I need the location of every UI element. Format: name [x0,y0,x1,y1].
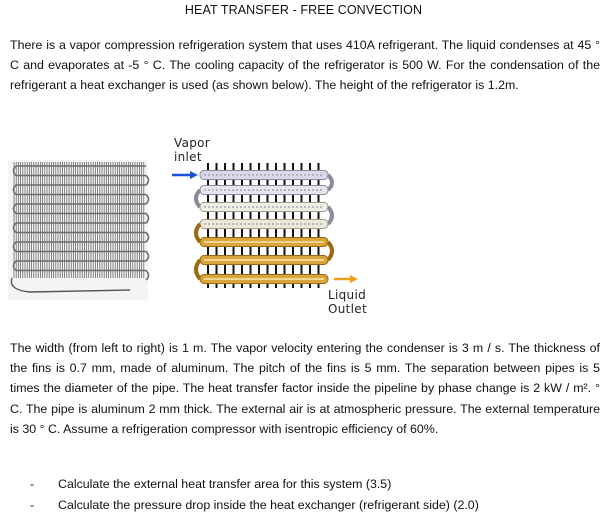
liquid-outlet-label: Liquid Outlet [328,288,367,316]
task-text: Calculate the external heat transfer area for this system (3.5) [58,477,392,491]
task-list [30,474,600,516]
task-text: Calculate the pressure drop inside the heat exchanger (refrigerant side) (2.0) [58,498,479,512]
condenser-figure [0,130,607,330]
task-item [30,474,600,495]
vapor-inlet-label: Vapor inlet [174,136,211,164]
document-title: HEAT TRANSFER - FREE CONVECTION [184,3,423,17]
intro-paragraph: There is a vapor compression refrigeration system that uses 410A refrigerant. The liquid condenses at 45 ° C and evaporates at -5 ° C. The cooling capacity of the refrigerator is 500 W. For the condensation of the refrigerant a heat exchanger is used (as shown below). The height of the refrigerator is 1.2m. [10,38,600,93]
condenser-coil-photo [8,160,149,300]
condenser-schematic [172,163,358,288]
task-bullet: - [30,498,35,512]
task-bullet: - [30,477,35,491]
task-item [30,495,600,516]
liquid-outlet-arrow [334,275,358,283]
vapor-inlet-arrow [172,171,198,179]
details-paragraph: The width (from left to right) is 1 m. The vapor velocity entering the condenser is 3 m / s. The thickness of the fins is 0.7 mm, made of aluminum. The pitch of the fins is 5 mm. The separation between pipes is 5 times the diameter of the pipe. The heat transfer factor inside the pipeline by phase change is 2 kW / m². ° C. The pipe is aluminum 2 mm thick. The external air is at atmospheric pressure. The external temperature is 30 ° C. Assume a refrigeration compressor with isentropic efficiency of 60%. [10,341,600,436]
